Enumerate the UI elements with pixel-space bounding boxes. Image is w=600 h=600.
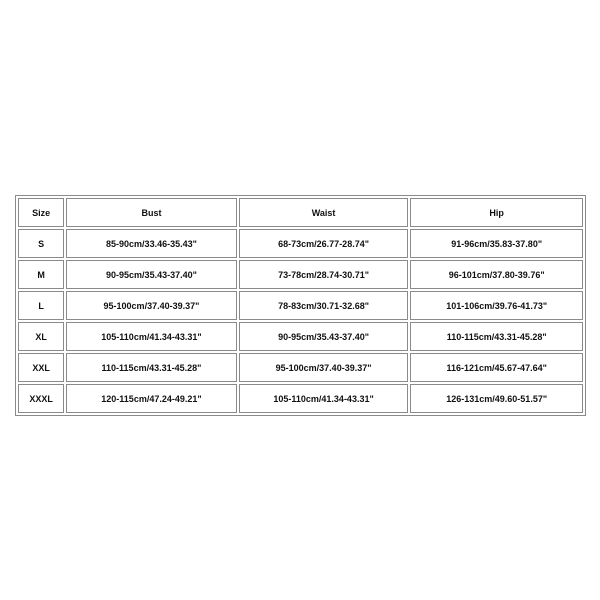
- bust-cell: 85-90cm/33.46-35.43": [66, 229, 237, 258]
- header-size: Size: [18, 198, 64, 227]
- table-header-row: [18, 198, 583, 227]
- table-row: [18, 260, 583, 289]
- table-row: [18, 384, 583, 413]
- size-chart-table: [15, 195, 586, 416]
- bust-cell: 110-115cm/43.31-45.28": [66, 353, 237, 382]
- size-cell: XXXL: [18, 384, 64, 413]
- header-waist: Waist: [239, 198, 409, 227]
- hip-cell: 126-131cm/49.60-51.57": [410, 384, 583, 413]
- table-row: [18, 322, 583, 351]
- bust-cell: 120-115cm/47.24-49.21": [66, 384, 237, 413]
- waist-cell: 78-83cm/30.71-32.68": [239, 291, 409, 320]
- table-row: [18, 291, 583, 320]
- hip-cell: 110-115cm/43.31-45.28": [410, 322, 583, 351]
- bust-cell: 105-110cm/41.34-43.31": [66, 322, 237, 351]
- bust-cell: 95-100cm/37.40-39.37": [66, 291, 237, 320]
- waist-cell: 105-110cm/41.34-43.31": [239, 384, 409, 413]
- size-cell: S: [18, 229, 64, 258]
- hip-cell: 96-101cm/37.80-39.76": [410, 260, 583, 289]
- hip-cell: 116-121cm/45.67-47.64": [410, 353, 583, 382]
- waist-cell: 73-78cm/28.74-30.71": [239, 260, 409, 289]
- header-hip: Hip: [410, 198, 583, 227]
- hip-cell: 91-96cm/35.83-37.80": [410, 229, 583, 258]
- size-cell: XL: [18, 322, 64, 351]
- table-row: [18, 353, 583, 382]
- bust-cell: 90-95cm/35.43-37.40": [66, 260, 237, 289]
- size-cell: L: [18, 291, 64, 320]
- waist-cell: 68-73cm/26.77-28.74": [239, 229, 409, 258]
- size-cell: M: [18, 260, 64, 289]
- header-bust: Bust: [66, 198, 237, 227]
- size-cell: XXL: [18, 353, 64, 382]
- waist-cell: 90-95cm/35.43-37.40": [239, 322, 409, 351]
- hip-cell: 101-106cm/39.76-41.73": [410, 291, 583, 320]
- waist-cell: 95-100cm/37.40-39.37": [239, 353, 409, 382]
- table-row: [18, 229, 583, 258]
